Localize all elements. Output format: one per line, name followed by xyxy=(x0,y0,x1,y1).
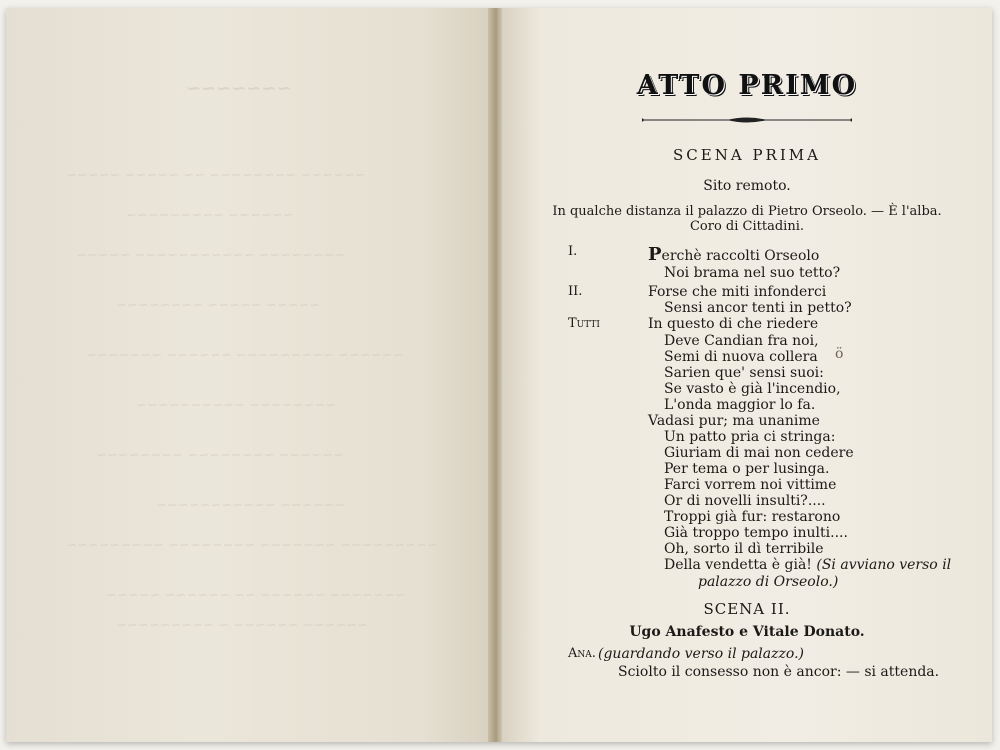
ink-smudge: ö xyxy=(835,346,844,362)
scene-characters: Ugo Anafesto e Vitale Donato. xyxy=(629,624,865,640)
verse-line: Se vasto è già l'incendio, xyxy=(664,381,841,397)
verse-line: Semi di nuova collera xyxy=(664,349,818,365)
setting-text: Sito remoto. xyxy=(703,178,791,194)
bleed-through-text: ~~~~~~ ~~~~~~~~~ ~~~~~~ ~~~~~~~ xyxy=(86,348,404,363)
role-label: Tutti xyxy=(568,316,600,331)
verse-line: Farci vorrem noi vittime xyxy=(664,477,837,493)
bleed-through-text: ~~~~~~ ~~~~~~~~~ xyxy=(126,208,294,223)
right-page xyxy=(502,8,992,742)
bleed-through-text: ~~~~~ ~~~~~ ~~~~~~~~ xyxy=(116,298,321,313)
verse-line: L'onda maggior lo fa. xyxy=(664,397,816,413)
stage-direction-inline: (Si avviano verso il xyxy=(816,557,952,573)
scene-title: SCENA PRIMA xyxy=(673,146,821,164)
verse-line: Per tema o per lusinga. xyxy=(664,461,830,477)
verse-line: Già troppo tempo inulti.... xyxy=(664,525,848,541)
stage-direction-inline: palazzo di Orseolo.) xyxy=(698,574,839,590)
verse-line: Un patto pria ci stringa: xyxy=(664,429,836,445)
drop-cap: P xyxy=(648,244,662,265)
bleed-through-text: ~~~~~~~~ ~~~~~~~~~~ xyxy=(136,398,337,413)
scene-title: SCENA II. xyxy=(703,600,791,618)
bleed-through-text: ~~~~~~ ~~~~~~ ~ ~~~~~~~~~ xyxy=(116,618,369,633)
open-book xyxy=(6,8,992,742)
verse-line: In questo di che riedere xyxy=(648,316,819,332)
verse-line: Sensi ancor tenti in petto? xyxy=(664,300,852,316)
bleed-through-text: ~~~~~~~~ ~~~~~~~~~~~ ~~~~~ xyxy=(76,248,346,263)
verse-line: Deve Candian fra noi, xyxy=(664,333,819,349)
bleed-through-text: ~~~~~~~ ~~~~~~ ~~ ~~~~~~ ~~~~~ xyxy=(106,588,406,603)
verse-line: Forse che miti infonderci xyxy=(648,284,827,300)
verse-line: Sarien que' sensi suoi: xyxy=(664,365,824,381)
act-title: ATTO PRIMO xyxy=(636,70,858,101)
stage-direction-line: In qualche distanza il palazzo di Pietro Orseolo. — È l'alba. xyxy=(552,204,942,219)
verse-line: Vadasi pur; ma unanime xyxy=(648,413,820,429)
speaker-label: Ana. xyxy=(568,646,596,661)
ornamental-rule xyxy=(642,116,852,124)
verse-line: Troppi già fur: restarono xyxy=(664,509,841,525)
speaker-direction: (guardando verso il palazzo.) xyxy=(598,646,804,662)
bleed-through-text: ~~~~~~ ~~~~~~~~ ~~ ~~~~~ ~~~~~ xyxy=(66,168,366,183)
verse-line: Oh, sorto il dì terribile xyxy=(664,541,824,557)
verse-line: Noi brama nel suo tetto? xyxy=(664,265,841,281)
verse-line: Or di novelli insulti?.... xyxy=(664,493,826,509)
verse-line: Della vendetta è già! (Si avviano verso il xyxy=(664,557,952,573)
bleed-through-text: ~~~~~~ ~~~~~~~~~~~ xyxy=(156,498,346,513)
verse-line: Perchè raccolti Orseolo xyxy=(648,244,820,265)
left-page xyxy=(6,8,494,742)
verse-line: Sciolto il consesso non è ancor: — si attenda. xyxy=(618,664,940,680)
bleed-through-text: ~~~~~~~ xyxy=(186,78,292,99)
verse-line: Giuriam di mai non cedere xyxy=(664,445,854,461)
role-label: II. xyxy=(568,284,583,299)
bleed-through-text: ~~~~~~~~~ ~~~~~~~ ~~~~~~~~ ~~~~~~~~~ xyxy=(66,538,438,553)
stage-direction-line: Coro di Cittadini. xyxy=(689,219,804,234)
role-label: I. xyxy=(568,244,578,259)
bleed-through-text: ~~~~~~ ~~~~~~~~ ~~~~~~~~ xyxy=(96,448,344,463)
stage-direction xyxy=(502,204,992,234)
